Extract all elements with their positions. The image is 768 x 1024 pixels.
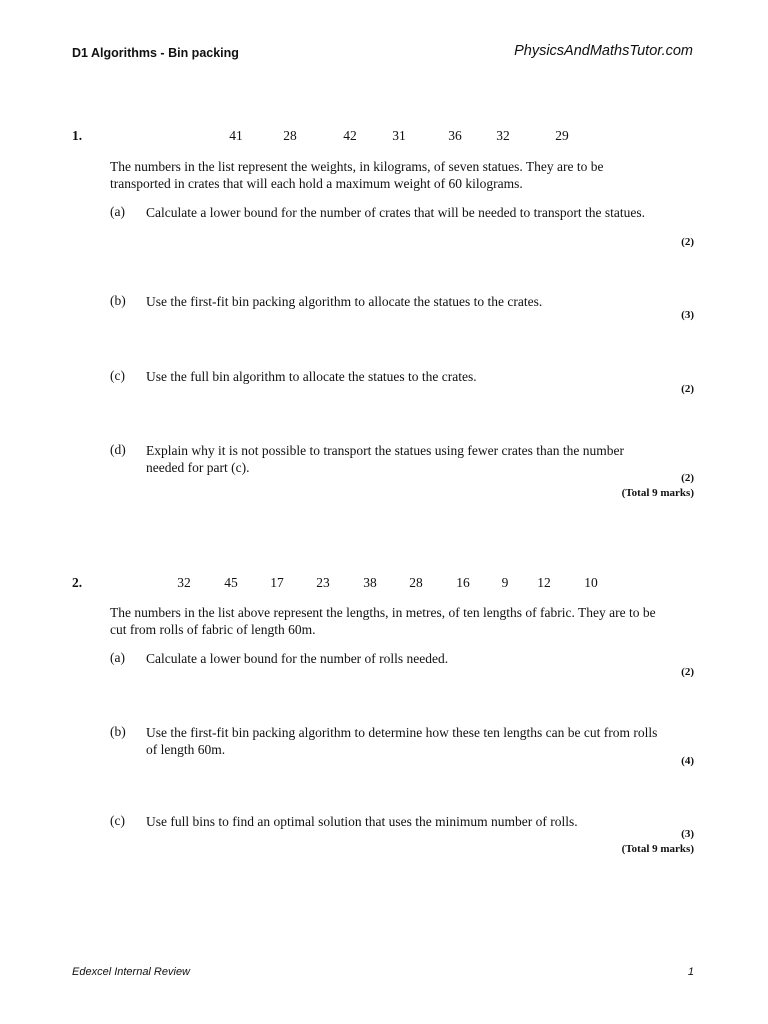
- list-value: 45: [224, 575, 238, 590]
- list-value: 32: [177, 575, 191, 590]
- part-marks: (2): [681, 383, 694, 395]
- list-value: 12: [537, 575, 551, 590]
- part-marks: (4): [681, 755, 694, 767]
- part-text: Use full bins to find an optimal solution that uses the minimum number of rolls.: [146, 814, 578, 829]
- question-intro: The numbers in the list above represent the lengths, in metres, of ten lengths of fabric. They are to be cut from rolls of fabric of length 60m.: [110, 605, 656, 637]
- site-name: PhysicsAndMathsTutor.com: [514, 43, 693, 59]
- list-value: 29: [555, 128, 569, 143]
- part-text: Calculate a lower bound for the number of crates that will be needed to transport the statues.: [146, 205, 645, 220]
- list-value: 42: [343, 128, 357, 143]
- part-label: (a): [110, 204, 125, 219]
- part-marks: (2): [681, 666, 694, 678]
- part-label: (c): [110, 813, 125, 828]
- question-intro: The numbers in the list represent the weights, in kilograms, of seven statues. They are to be transported in crates that will each hold a maximum weight of 60 kilograms.: [110, 159, 604, 191]
- question-number: 1.: [72, 128, 83, 143]
- list-value: 32: [496, 128, 510, 143]
- part-text: Use the full bin algorithm to allocate the statues to the crates.: [146, 369, 477, 384]
- list-value: 16: [456, 575, 470, 590]
- part-marks: (3): [681, 309, 694, 321]
- part-text: Explain why it is not possible to transport the statues using fewer crates than the number needed for part (c).: [146, 443, 625, 475]
- part-marks: (2): [681, 236, 694, 248]
- part-text: Use the first-fit bin packing algorithm to determine how these ten lengths can be cut from rolls of length 60m.: [146, 725, 658, 757]
- document-title: D1 Algorithms - Bin packing: [72, 46, 239, 60]
- part-label: (b): [110, 293, 126, 308]
- list-value: 28: [409, 575, 423, 590]
- total-marks: (Total 9 marks): [621, 843, 694, 855]
- list-value: 31: [392, 128, 406, 143]
- list-value: 38: [363, 575, 377, 590]
- list-value: 17: [270, 575, 284, 590]
- part-text: Use the first-fit bin packing algorithm to allocate the statues to the crates.: [146, 294, 543, 309]
- total-marks: (Total 9 marks): [621, 487, 694, 499]
- list-value: 9: [501, 575, 509, 590]
- footer-source: Edexcel Internal Review: [72, 966, 191, 978]
- list-value: 41: [229, 128, 243, 143]
- part-marks: (2): [681, 472, 694, 484]
- part-label: (b): [110, 724, 126, 739]
- part-marks: (3): [681, 828, 694, 840]
- list-value: 23: [316, 575, 330, 590]
- part-label: (c): [110, 368, 125, 383]
- part-label: (a): [110, 650, 125, 665]
- part-text: Calculate a lower bound for the number of rolls needed.: [146, 651, 449, 666]
- list-value: 10: [584, 575, 598, 590]
- list-value: 36: [448, 128, 462, 143]
- page-number: 1: [687, 966, 694, 978]
- part-label: (d): [110, 442, 126, 457]
- list-value: 28: [283, 128, 297, 143]
- question-number: 2.: [72, 575, 83, 590]
